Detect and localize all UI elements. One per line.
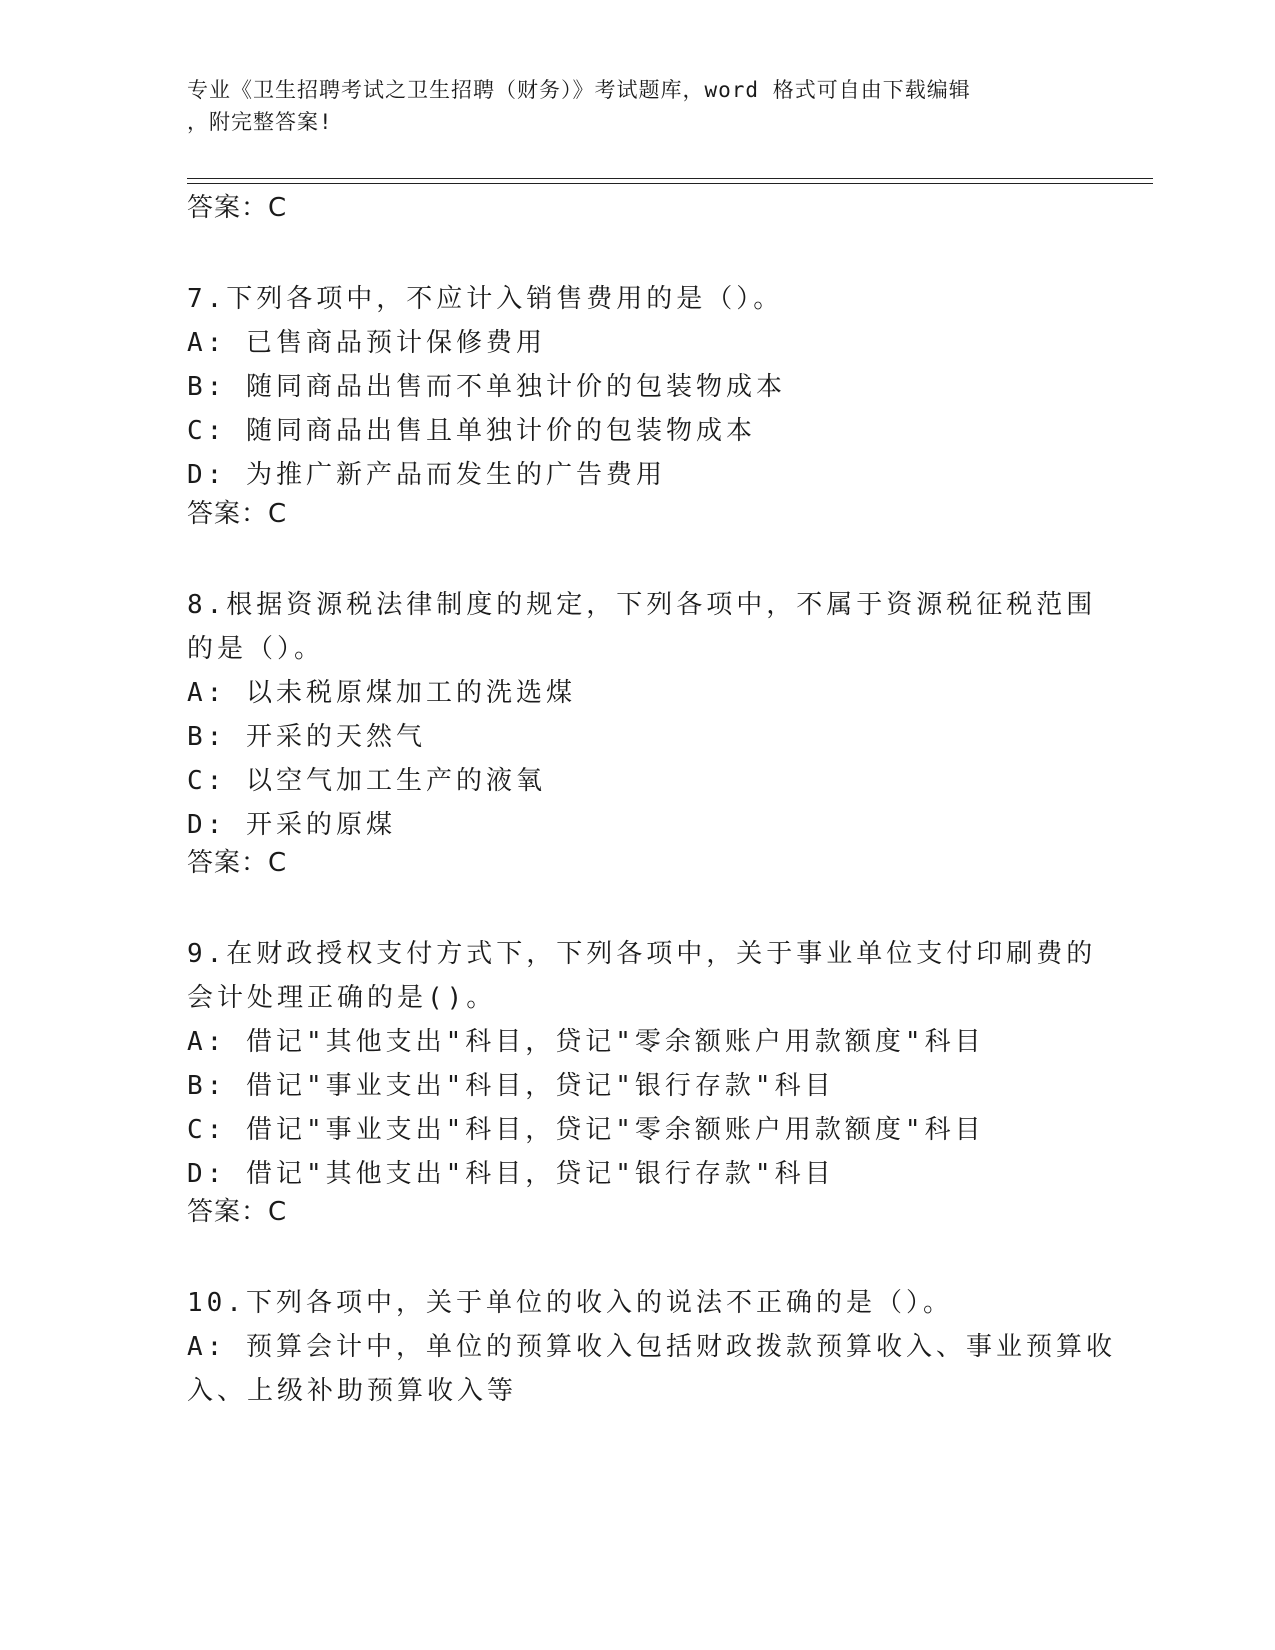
question-7-option-a: A: 已售商品预计保修费用 bbox=[187, 328, 546, 358]
header-note-line1: 专业《卫生招聘考试之卫生招聘（财务）》考试题库，word 格式可自由下载编辑 bbox=[187, 78, 971, 102]
question-10-text: 10.下列各项中，关于单位的收入的说法不正确的是（）。 bbox=[187, 1288, 953, 1318]
header-rule-top bbox=[187, 178, 1153, 179]
header-note-line2: ，附完整答案! bbox=[187, 110, 333, 134]
question-9-option-b: B: 借记"事业支出"科目，贷记"银行存款"科目 bbox=[187, 1071, 835, 1101]
question-10-option-a-line1: A: 预算会计中，单位的预算收入包括财政拨款预算收入、事业预算收 bbox=[187, 1332, 1116, 1362]
question-9-answer: 答案：C bbox=[187, 1197, 288, 1227]
question-9-text-line2: 会计处理正确的是()。 bbox=[187, 983, 497, 1013]
question-8-text-line1: 8.根据资源税法律制度的规定，下列各项中，不属于资源税征税范围 bbox=[187, 590, 1097, 620]
question-7-text: 7.下列各项中，不应计入销售费用的是（）。 bbox=[187, 284, 784, 314]
question-10-option-a-line2: 入、上级补助预算收入等 bbox=[187, 1376, 518, 1406]
question-7-answer: 答案：C bbox=[187, 499, 288, 529]
question-9-option-a: A: 借记"其他支出"科目，贷记"零余额账户用款额度"科目 bbox=[187, 1027, 985, 1057]
question-7-option-b: B: 随同商品出售而不单独计价的包装物成本 bbox=[187, 372, 786, 402]
question-8-text-line2: 的是（）。 bbox=[187, 634, 325, 664]
question-7-option-c: C: 随同商品出售且单独计价的包装物成本 bbox=[187, 416, 756, 446]
previous-question-answer: 答案：C bbox=[187, 193, 288, 223]
question-9-option-c: C: 借记"事业支出"科目，贷记"零余额账户用款额度"科目 bbox=[187, 1115, 985, 1145]
header-rule-bottom bbox=[187, 183, 1153, 184]
question-8-option-d: D: 开采的原煤 bbox=[187, 810, 396, 840]
question-8-answer: 答案：C bbox=[187, 848, 288, 878]
question-9-text-line1: 9.在财政授权支付方式下，下列各项中，关于事业单位支付印刷费的 bbox=[187, 939, 1097, 969]
question-8-option-a: A: 以未税原煤加工的洗选煤 bbox=[187, 678, 576, 708]
header-note bbox=[187, 74, 1077, 138]
question-8-option-b: B: 开采的天然气 bbox=[187, 722, 426, 752]
question-7-option-d: D: 为推广新产品而发生的广告费用 bbox=[187, 460, 666, 490]
question-8-option-c: C: 以空气加工生产的液氧 bbox=[187, 766, 546, 796]
question-9-option-d: D: 借记"其他支出"科目，贷记"银行存款"科目 bbox=[187, 1159, 835, 1189]
